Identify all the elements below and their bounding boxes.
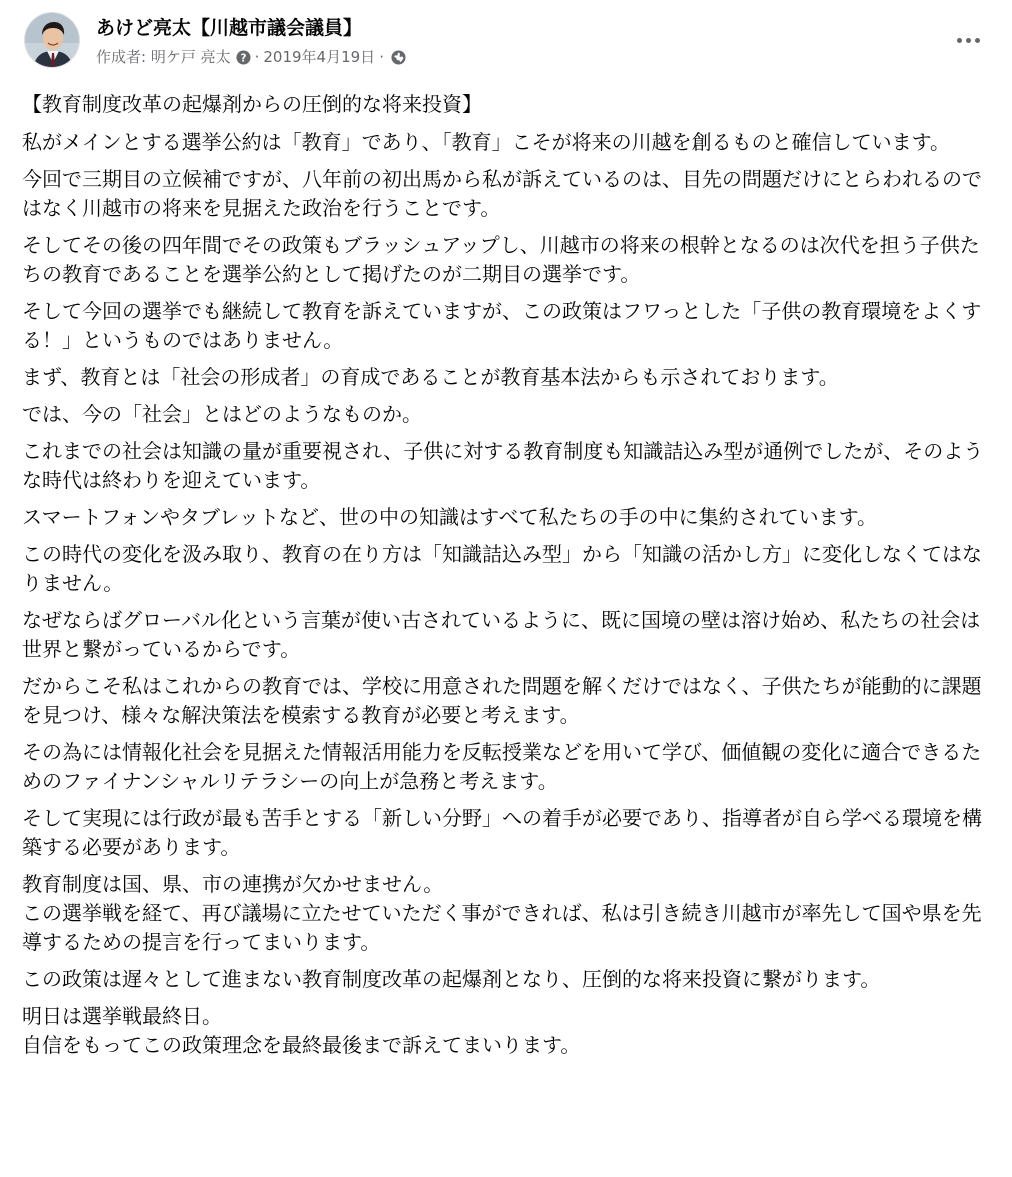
meta-separator: · (254, 48, 260, 66)
globe-icon[interactable] (391, 50, 406, 65)
post-date[interactable]: 2019年4月19日 (263, 48, 376, 66)
creator-label[interactable]: 作成者: 明ケ戸 亮太 (96, 48, 231, 66)
post-paragraph: だからこそ私はこれからの教育では、学校に用意された問題を解くだけではなく、子供たちが能動的に課題を見つけ、様々な解決策法を模索する教育が必要と考えます。 (22, 674, 982, 727)
post-paragraph: まず、教育とは「社会の形成者」の育成であることが教育基本法からも示されております。 (22, 365, 839, 389)
author-name[interactable]: あけど亮太【川越市議会議員】 (96, 17, 363, 39)
post-paragraph: この時代の変化を汲み取り、教育の在り方は「知識詰込み型」から「知識の活かし方」に変化しなくてはなりません。 (22, 542, 982, 595)
post-paragraph: 教育制度は国、県、市の連携が欠かせません。 この選挙戦を経て、再び議場に立たせていただく事ができれば、私は引き続き川越市が率先して国や県を先導するための提言を行ってまいります。 (22, 872, 982, 954)
post-paragraph: そして今回の選挙でも継続して教育を訴えていますが、この政策はフワっとした「子供の教育環境をよくする！」というものではありません。 (22, 299, 982, 352)
post-paragraph: スマートフォンやタブレットなど、世の中の知識はすべて私たちの手の中に集約されています。 (22, 505, 877, 529)
post-paragraph: なぜならばグローバル化という言葉が使い古されているように、既に国境の壁は溶け始め、私たちの社会は世界と繋がっているからです。 (22, 608, 981, 661)
meta-separator: · (379, 48, 384, 66)
more-dot (975, 38, 980, 43)
post-paragraph: 今回で三期目の立候補ですが、八年前の初出馬から私が訴えているのは、目先の問題だけにとらわれるのではなく川越市の将来を見据えた政治を行うことです。 (22, 167, 982, 220)
post-paragraph: 私がメインとする選挙公約は「教育」であり、「教育」こそが将来の川越を創るものと確信しています。 (22, 130, 950, 154)
post-title: 【教育制度改革の起爆剤からの圧倒的な将来投資】 (22, 92, 482, 116)
post-body (22, 90, 992, 1068)
post-header (24, 12, 988, 78)
more-horizontal-icon (957, 38, 962, 43)
post-paragraph: この政策は遅々として進まない教育制度改革の起爆剤となり、圧倒的な将来投資に繋がります。 (22, 967, 881, 991)
more-options-button[interactable] (948, 26, 988, 54)
post-meta (96, 47, 406, 67)
avatar-photo (25, 13, 80, 68)
post-paragraph: では、今の「社会」とはどのようなものか。 (22, 402, 422, 426)
more-dot (966, 38, 971, 43)
post-paragraph: そしてその後の四年間でその政策もブラッシュアップし、川越市の将来の根幹となるのは次代を担う子供たちの教育であることを選挙公約として掲げたのが二期目の選挙です。 (22, 233, 980, 286)
question-circle-icon[interactable] (236, 50, 251, 65)
avatar[interactable] (24, 12, 80, 68)
svg-text:?: ? (240, 51, 247, 64)
post-paragraph: 明日は選挙戦最終日。 自信をもってこの政策理念を最終最後まで訴えてまいります。 (22, 1004, 581, 1057)
post-paragraph: これまでの社会は知識の量が重要視され、子供に対する教育制度も知識詰込み型が通例でしたが、そのような時代は終わりを迎えています。 (22, 439, 984, 492)
post-paragraph: そして実現には行政が最も苦手とする「新しい分野」への着手が必要であり、指導者が自ら学べる環境を構築する必要があります。 (22, 806, 982, 859)
post-paragraph: その為には情報化社会を見据えた情報活用能力を反転授業などを用いて学び、価値観の変化に適合できるためのファイナンシャルリテラシーの向上が急務と考えます。 (22, 740, 982, 793)
